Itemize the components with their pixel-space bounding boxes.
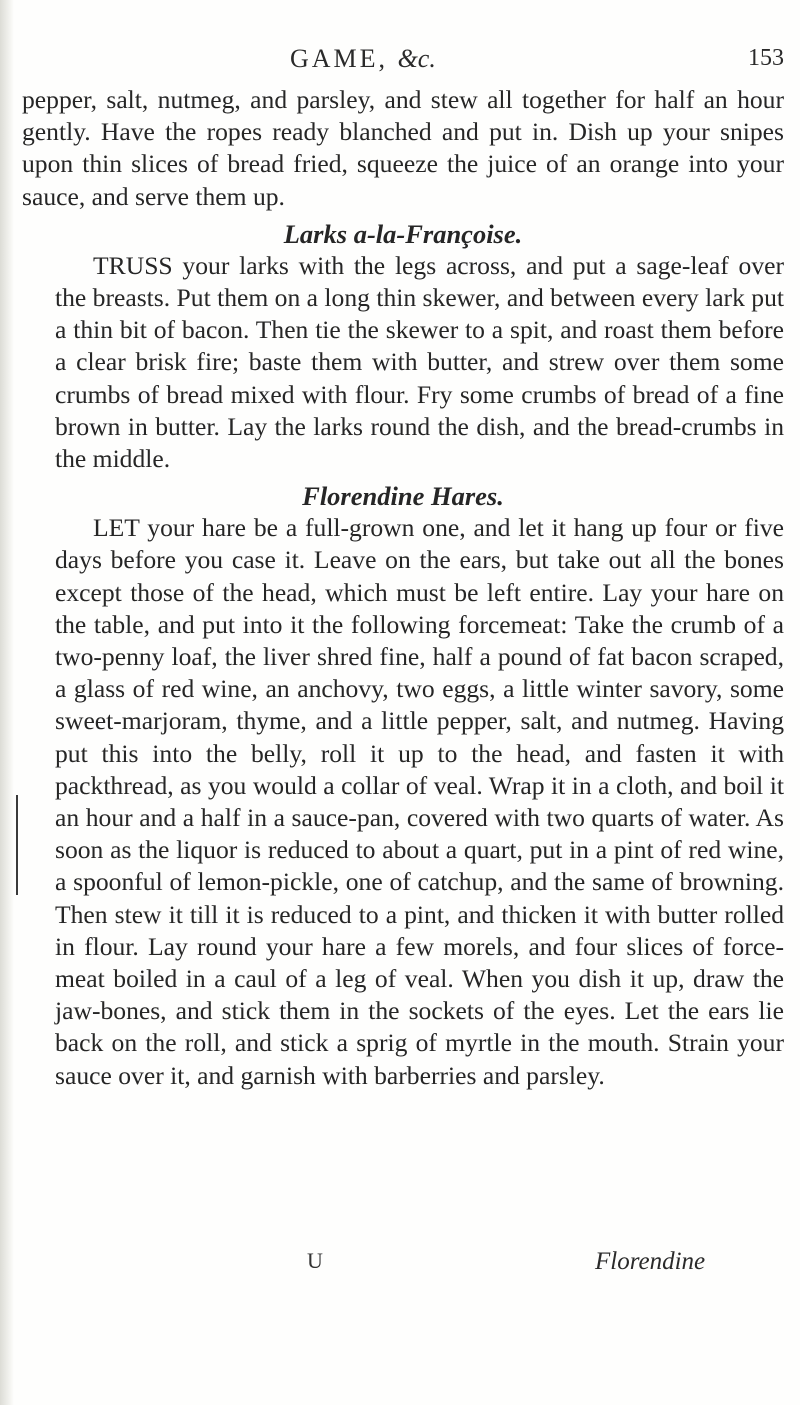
running-head [290,44,436,74]
catchline [0,1248,800,1282]
gutter-shadow [0,0,14,1405]
signature-mark: U [307,1248,323,1273]
recipe-title-larks: Larks a-la-Françoise. [283,218,523,249]
running-head-title: GAME, [290,44,389,73]
catchword: Florendine [595,1248,706,1275]
recipe-body-larks [22,250,784,475]
continuation-paragraph: pepper, salt, nutmeg, and parsley, and stew all together for half an hour gently. Have the ropes ready blanched and put in. Dish up your snipes upon thin slices of bread fried, squeeze the juice of an orange into your sauce, and serve them up. [22,85,784,211]
recipe-lead-word: LET [93,513,140,543]
recipe-text: your larks with the legs across, and put a sage-leaf over the breasts. Put them on a long thin skewer, and between every lark put a thin bit of bacon. Then tie the skewer to a spit, and roast them before a clear brisk fire; baste them with butter, and strew over them some crumbs of bread mixed with flour. Fry some crumbs of bread of a fine brown in butter. Lay the larks round the dish, and the bread-crumbs in the middle. [55,250,784,474]
text-block [22,84,784,1092]
recipe-text: your hare be a full-grown one, and let it hang up four or five days before you case it. Leave on the ears, but take out all the bones except those of the head, which must be left entire. Lay your hare on the table, and put into it the following forcemeat: Take the crumb of a two-penny loaf, the liver shred fine, half a pound of fat bacon scraped, a glass of red wine, an anchovy, two eggs, a little winter savory, some sweet-marjoram, thyme, and a little pepper, salt, and nutmeg. Having put this into the belly, roll it up to the head, and fasten it with packthread, as you would a collar of veal. Wrap it in a cloth, and boil it an hour and a half in a sauce-pan, covered with two quarts of water. As soon as the liquor is reduced to about a quart, put in a pint of red wine, a spoonful of lemon-pickle, one of catchup, and the same of browning. Then stew it till it is reduced to a pint, and thicken it with butter rolled in flour. Lay round your hare a few morels, and four slices of force-meat boiled in a caul of a leg of veal. When you dish it up, draw the jaw-bones, and stick them in the sockets of the eyes. Let the ears lie back on the roll, and stick a sprig of myrtle in the mouth. Strain your sauce over it, and garnish with barberries and parsley. [55,513,784,1090]
page-number: 153 [748,45,784,71]
margin-mark [16,795,18,895]
recipe-title-hares: Florendine Hares. [302,481,504,512]
running-head-suffix: &c. [397,44,436,73]
recipe-body-hares [22,512,784,1092]
recipe-lead-word: TRUSS [93,250,173,280]
